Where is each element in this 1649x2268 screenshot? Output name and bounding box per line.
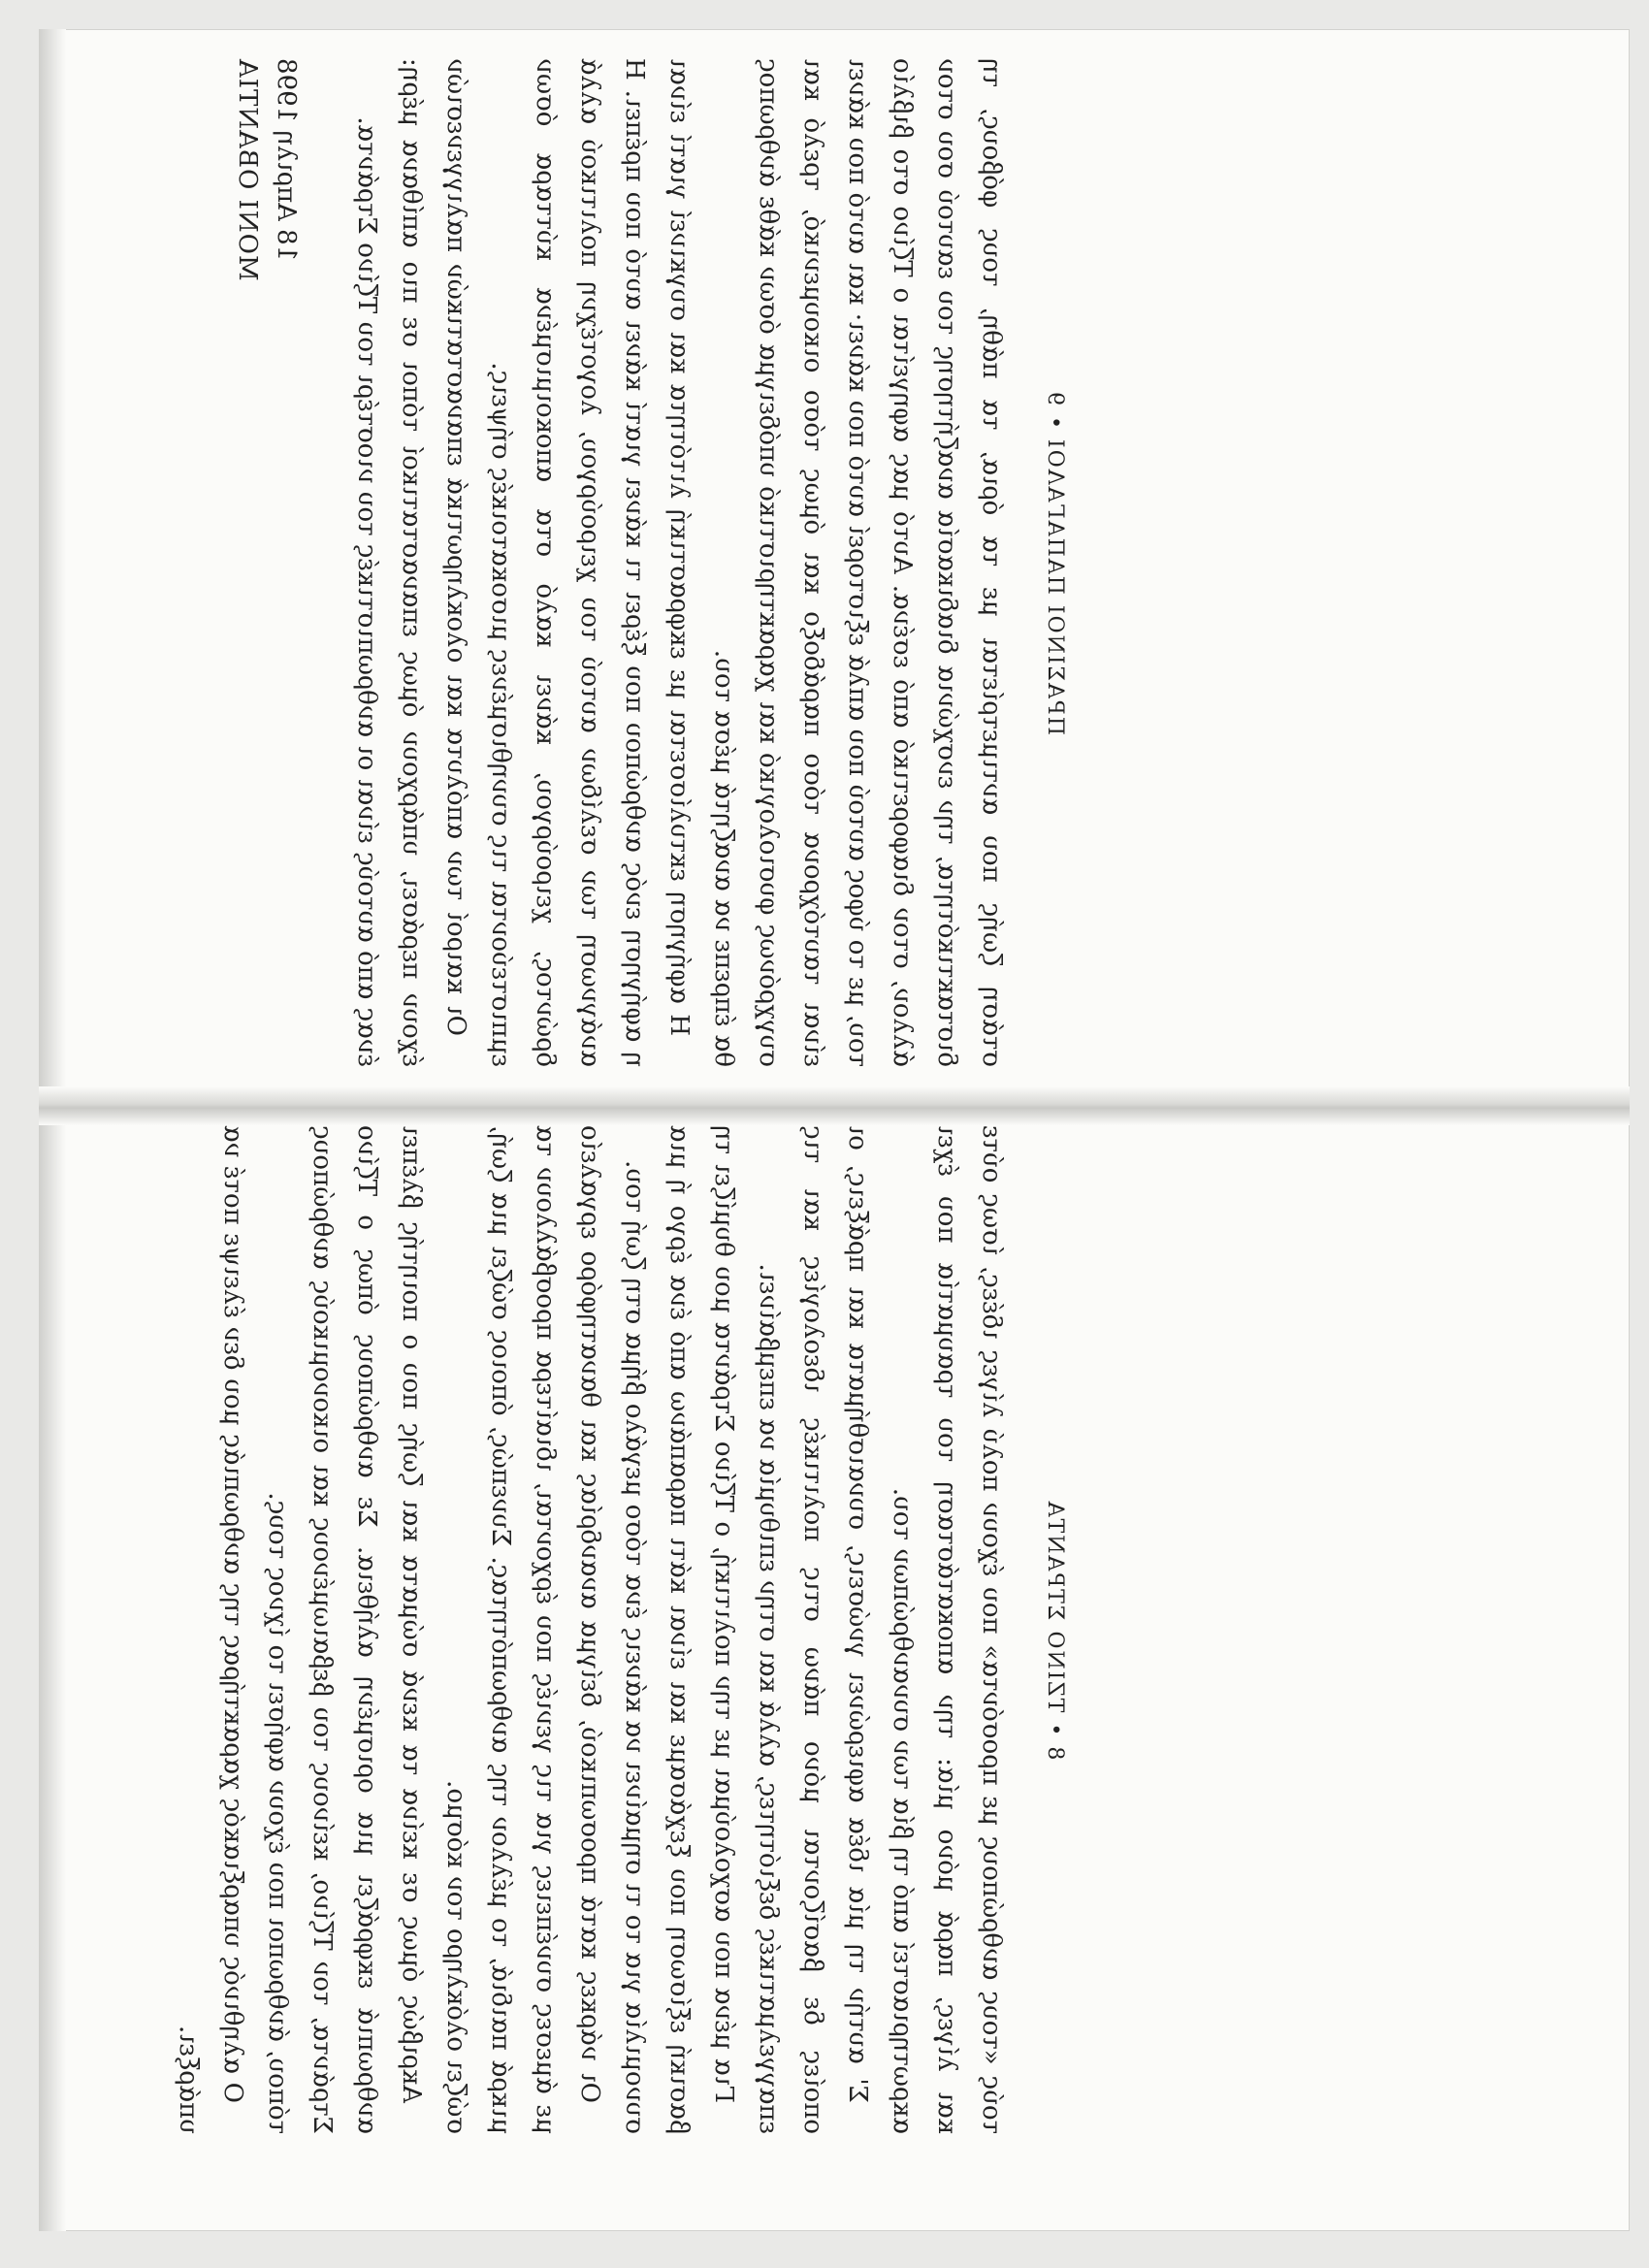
paragraph: Ο αληθινός υπαρξιακός χαρακτήρας της ανθρωπιάς μου δεν έλειψε ποτέ να υπάρξει. [174,1125,247,2134]
signature-block [228,58,306,1067]
paragraph: Σ' αυτήν τη μία ιδέα αφιερώνει γνώσεις, συναισθήματα και πράξεις, οι οποίες δε βασίζονται μόνο πάνω στις πολιτικές ιδεολογίες και τις επαγγελματικές δεξιότητες, αλλά και στην επιθυμία να επεμβαίνει. [754,1125,872,2134]
page-edge-shadow [39,29,66,2231]
page-body [344,58,1014,1067]
page-body [166,1125,1014,2134]
paragraph: Για μένα που ασχολούμαι με την πολιτική, ο Τζίνο Στράντα μου θυμίζει τη βασική εξίσωση που ξεχάσαμε και είναι κάτι παραπάνω από ένα έργο ή μια συνομιλία για το τι σημαίνει να κάνεις ένα τόσο μεγάλο βήμα στη ζωή του. [620,1125,738,2134]
signature-author: ΜΟΝΙ ΟΒΑΝΤΙΑ [233,58,262,281]
running-header: ΠΡΑΣΙΝΟΙ ΠΑΠΑΓΑΛΟΙ • 9 [1043,390,1067,735]
paragraph: Οι νάρκες κατά προσωπικού, δείγμα ανανδρίας και θανατηφόρο εργαλείο με άμεσες συνέπειες για τις γενιές που έρχονται, ιδιαίτερα προσβάλλουν τα μικρά παιδιά, το μέλλον της ανθρωπότητας. Συνεπώς, όποιος σώζει μια ζωή, σώζει ολόκληρο τον κόσμο. [441,1125,604,2134]
book-gutter [39,1086,1630,1125]
paragraph: Οι καιροί των απόλυτα και ολοκληρωτικά επαναστατικών παλιγγενεσιών έχουν περάσει, υπάρχουν όμως επαναστατικοί τόποι σε πιο απίθανα μέρη: ένας από αυτούς είναι οι ανθρωπιστικές του νιοστέρι του Τζίνο Στράντα. [352,58,470,1067]
paragraph: Ακριβώς όμως σε κείνα τα κενά σώματα και ζωής που ο ποιητής βλέπει ανθρωπιά εκφράζει μια ορισμένη αλήθεια. Σε ανθρώπους όπως ο Τζίνο Στράντα, τον Τζίνο, κείνους του βεβαιωμένους και οικονομικούς ανθρώπους τόπου, άνθρωποι που έχουν αφήσει το ίχνος τους. [263,1125,426,2134]
running-header: 8 • ΤΖΙΝΟ ΣΤΡΑΝΤΑ [1043,1499,1067,1761]
scanned-spread [39,29,1630,2231]
page-9 [233,58,1077,1067]
paragraph: στάση ζωής που αντιμετρίεται με τα όρια, τα πάθη, τους φόβους, τη διστακτικότητα, την ενσχώνια διαδικασία αναζήτησης του εαυτού σου στον άλλον, στον διαφορετικό από εσένα. Αυτό μας αφηγείται ο Τζίνο στο βιβλίο του, με το ύφος αυτού που απλά εξιστορεί αυτό που κάνει· και αυτό που κάνει είναι ταυτόχρονα τόσο παράδοξο και όμως τόσο οικουμενικό, τρελό και συγχρόνως φυσιολογικό και χαρακτηριστικό υπόδειγμα όσων κάθε άνθρωπος θα έπρεπε να αναζητά μέσα του. [709,58,1006,1067]
signature-date: 18 Απριλη 1998 [272,58,301,262]
paragraph: τούς «τους ανθρώπους με προσόντα» που έχουν πολύ λίγες ιδέες, ίσως ούτε και λίγες, παρά μόνο μία: την αποκατάσταση του τραυματία που έχει ακρωτηριαστεί από τη βία των συνανθρώπων του. [888,1125,1006,2134]
page-8 [174,1125,1077,2134]
paragraph: Η αφήγηση εκτυλίσσεται με εκφραστική λιτότητα και συγκινεί γιατί είναι η αφήγηση ενός ανθρώπου που ξέρει τι κάνει γιατί κάνει αυτό που πρέπει. Η ανάγνωση των σελίδων αυτού του χειρούργου, λογοτέχνη πολιτικού αλλά δρώντος, χειρούργου, κάνει καλό στα αποκοιμισμένα κύτταρα όσων εμπιστεύονται τις συνηθισμένες μισοκατοικές σήψεις. [486,58,694,1067]
